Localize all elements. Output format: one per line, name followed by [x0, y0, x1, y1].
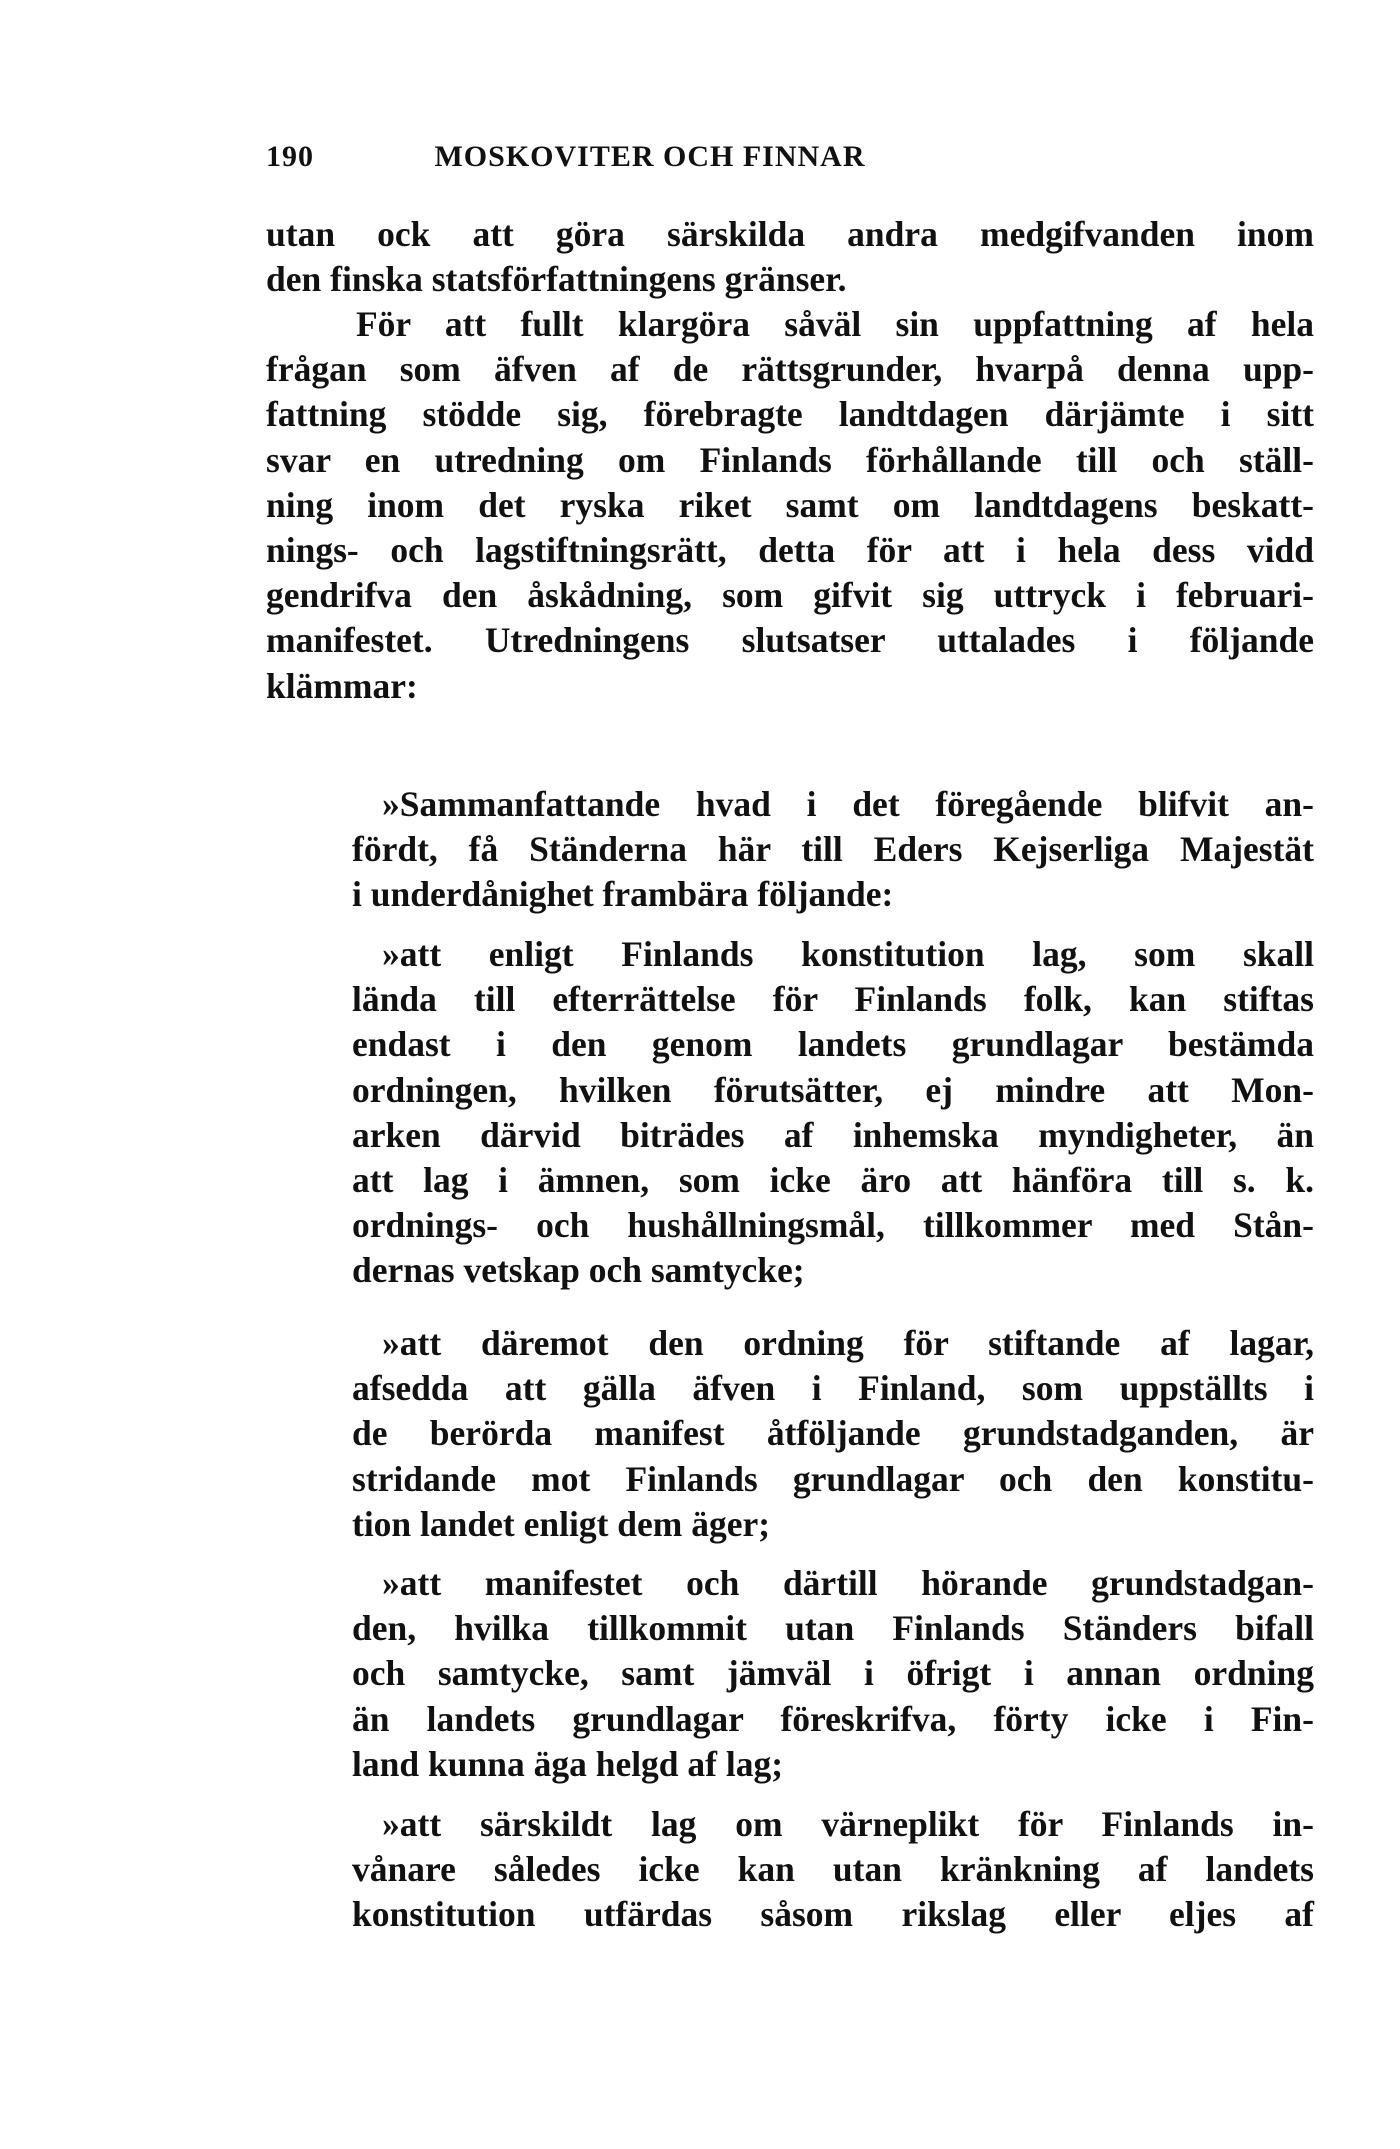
text-line: de berörda manifest åtföljande grundstadganden, är: [352, 1413, 1314, 1454]
text-line: tion landet enligt dem äger;: [352, 1503, 771, 1544]
text-line: gendrifva den åskådning, som gifvit sig uttryck i februari-: [266, 575, 1314, 616]
quote-clause-4: [352, 1802, 1314, 1938]
text-line: utan ock att göra särskilda andra medgifvanden inom: [266, 214, 1314, 254]
text-line: svar en utredning om Finlands förhållande till och ställ-: [266, 439, 1314, 480]
quote-clause-3: [352, 1561, 1314, 1787]
text-line: fattning stödde sig, förebragte landtdagen därjämte i sitt: [266, 394, 1314, 435]
text-line: i underdånighet frambära följande:: [352, 874, 894, 915]
page-header: [266, 140, 1306, 180]
text-line: dernas vetskap och samtycke;: [352, 1250, 805, 1291]
text-line: än landets grundlagar föreskrifva, förty icke i Fin-: [352, 1698, 1314, 1739]
text-line: nings- och lagstiftningsrätt, detta för att i hela dess vidd: [266, 529, 1314, 570]
page-number: 190: [266, 140, 314, 173]
text-line: »att däremot den ordning för stiftande af lagar,: [382, 1323, 1314, 1363]
text-line: »att manifestet och därtill hörande grundstadgan-: [382, 1563, 1314, 1603]
text-line: land kunna äga helgd af lag;: [352, 1743, 784, 1784]
quote-intro: [352, 782, 1314, 918]
text-line: vånare således icke kan utan kränkning af landets: [352, 1849, 1314, 1890]
text-line: klämmar:: [266, 665, 418, 706]
text-line: arken därvid biträdes af inhemska myndigheter, än: [352, 1114, 1314, 1155]
text-line: »att särskildt lag om värneplikt för Finlands in-: [382, 1804, 1314, 1844]
text-line: »Sammanfattande hvad i det föregående blifvit an-: [382, 784, 1314, 824]
text-line: ordningen, hvilken förutsätter, ej mindre att Mon-: [352, 1069, 1314, 1110]
text-line: den finska statsförfattningens gränser.: [266, 259, 847, 300]
text-line: och samtycke, samt jämväl i öfrigt i annan ordning: [352, 1653, 1314, 1694]
text-line: ning inom det ryska riket samt om landtdagens beskatt-: [266, 484, 1314, 525]
text-line: stridande mot Finlands grundlagar och den konstitu-: [352, 1458, 1314, 1499]
text-line: att lag i ämnen, som icke äro att hänföra till s. k.: [352, 1159, 1314, 1200]
text-line: ordnings- och hushållningsmål, tillkommer med Stån-: [352, 1205, 1314, 1246]
text-line: afsedda att gälla äfven i Finland, som uppställts i: [352, 1368, 1314, 1409]
text-line: frågan som äfven af de rättsgrunder, hvarpå denna upp-: [266, 349, 1314, 390]
text-line: den, hvilka tillkommit utan Finlands Ständers bifall: [352, 1608, 1314, 1649]
text-line: För att fullt klargöra såväl sin uppfattning af hela: [356, 304, 1314, 344]
text-line: fördt, få Ständerna här till Eders Kejserliga Majestät: [352, 829, 1314, 870]
running-title: MOSKOVITER OCH FINNAR: [434, 140, 866, 173]
text-line: endast i den genom landets grundlagar bestämda: [352, 1024, 1314, 1065]
text-line: lända till efterrättelse för Finlands folk, kan stiftas: [352, 979, 1314, 1020]
quote-clause-1: [352, 932, 1314, 1294]
text-line: »att enligt Finlands konstitution lag, som skall: [382, 934, 1314, 974]
text-line: manifestet. Utredningens slutsatser uttalades i följande: [266, 620, 1314, 661]
paragraph-main: [266, 302, 1314, 709]
text-line: konstitution utfärdas såsom rikslag eller eljes af: [352, 1894, 1314, 1935]
quote-clause-2: [352, 1321, 1314, 1547]
paragraph-continuation: [266, 212, 1314, 302]
